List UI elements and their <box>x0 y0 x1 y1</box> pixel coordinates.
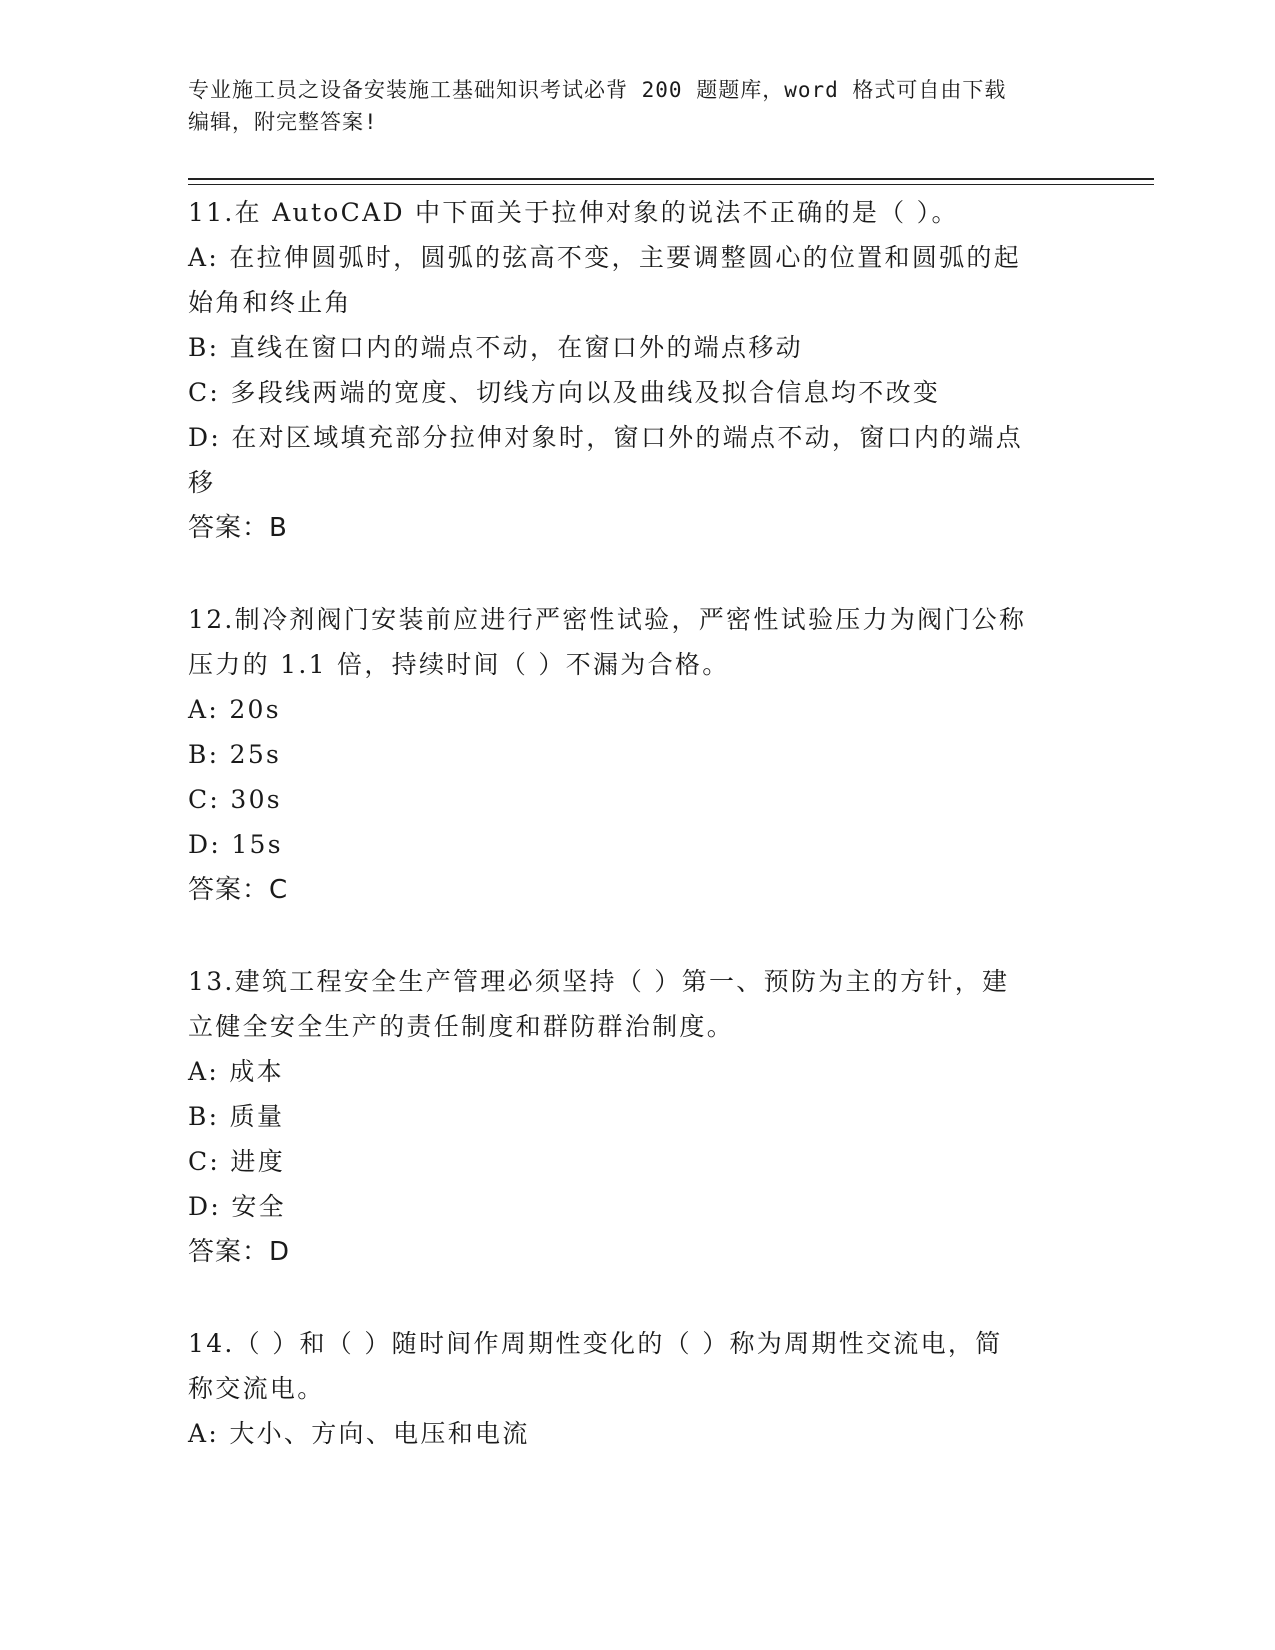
question-stem-continued: 立健全安全生产的责任制度和群防群治制度。 <box>188 1012 735 1041</box>
header-divider-thin <box>188 184 1154 185</box>
question-12 <box>188 597 1088 913</box>
question-stem-continued: 称交流电。 <box>188 1374 325 1403</box>
option-b: B: 直线在窗口内的端点不动，在窗口外的端点移动 <box>188 333 803 362</box>
answer: 答案：D <box>188 1237 291 1267</box>
option-a: A: 20s <box>188 695 281 724</box>
question-13 <box>188 959 1088 1275</box>
option-c: C: 30s <box>188 785 282 814</box>
question-stem: 13.建筑工程安全生产管理必须坚持（ ）第一、预防为主的方针，建 <box>188 967 1010 996</box>
option-a: A: 在拉伸圆弧时，圆弧的弦高不变，主要调整圆心的位置和圆弧的起 <box>188 243 1022 272</box>
question-stem: 11.在 AutoCAD 中下面关于拉伸对象的说法不正确的是（ ）。 <box>188 198 959 227</box>
option-d-continued: 移 <box>188 468 216 497</box>
option-d: D: 在对区域填充部分拉伸对象时，窗口外的端点不动，窗口内的端点 <box>188 423 1024 452</box>
option-a: A: 大小、方向、电压和电流 <box>188 1419 530 1448</box>
question-11 <box>188 190 1088 551</box>
header-line: 编辑，附完整答案! <box>188 110 378 134</box>
option-d: D: 15s <box>188 830 283 859</box>
header-divider-thick <box>188 178 1154 180</box>
option-b: B: 25s <box>188 740 282 769</box>
option-d: D: 安全 <box>188 1192 286 1221</box>
answer: 答案：B <box>188 513 288 543</box>
option-c: C: 进度 <box>188 1147 285 1176</box>
header-line: 专业施工员之设备安装施工基础知识考试必背 200 题题库，word 格式可自由下载 <box>188 78 1007 102</box>
answer: 答案：C <box>188 875 289 905</box>
option-a-continued: 始角和终止角 <box>188 288 352 317</box>
question-14 <box>188 1321 1088 1456</box>
option-a: A: 成本 <box>188 1057 284 1086</box>
question-stem: 14.（ ）和（ ）随时间作周期性变化的（ ）称为周期性交流电，简 <box>188 1329 1003 1358</box>
option-c: C: 多段线两端的宽度、切线方向以及曲线及拟合信息均不改变 <box>188 378 941 407</box>
question-list <box>188 190 1088 1502</box>
question-stem-continued: 压力的 1.1 倍，持续时间（ ）不漏为合格。 <box>188 650 730 679</box>
question-stem: 12.制冷剂阀门安装前应进行严密性试验，严密性试验压力为阀门公称 <box>188 605 1027 634</box>
document-header <box>188 74 1088 138</box>
option-b: B: 质量 <box>188 1102 285 1131</box>
